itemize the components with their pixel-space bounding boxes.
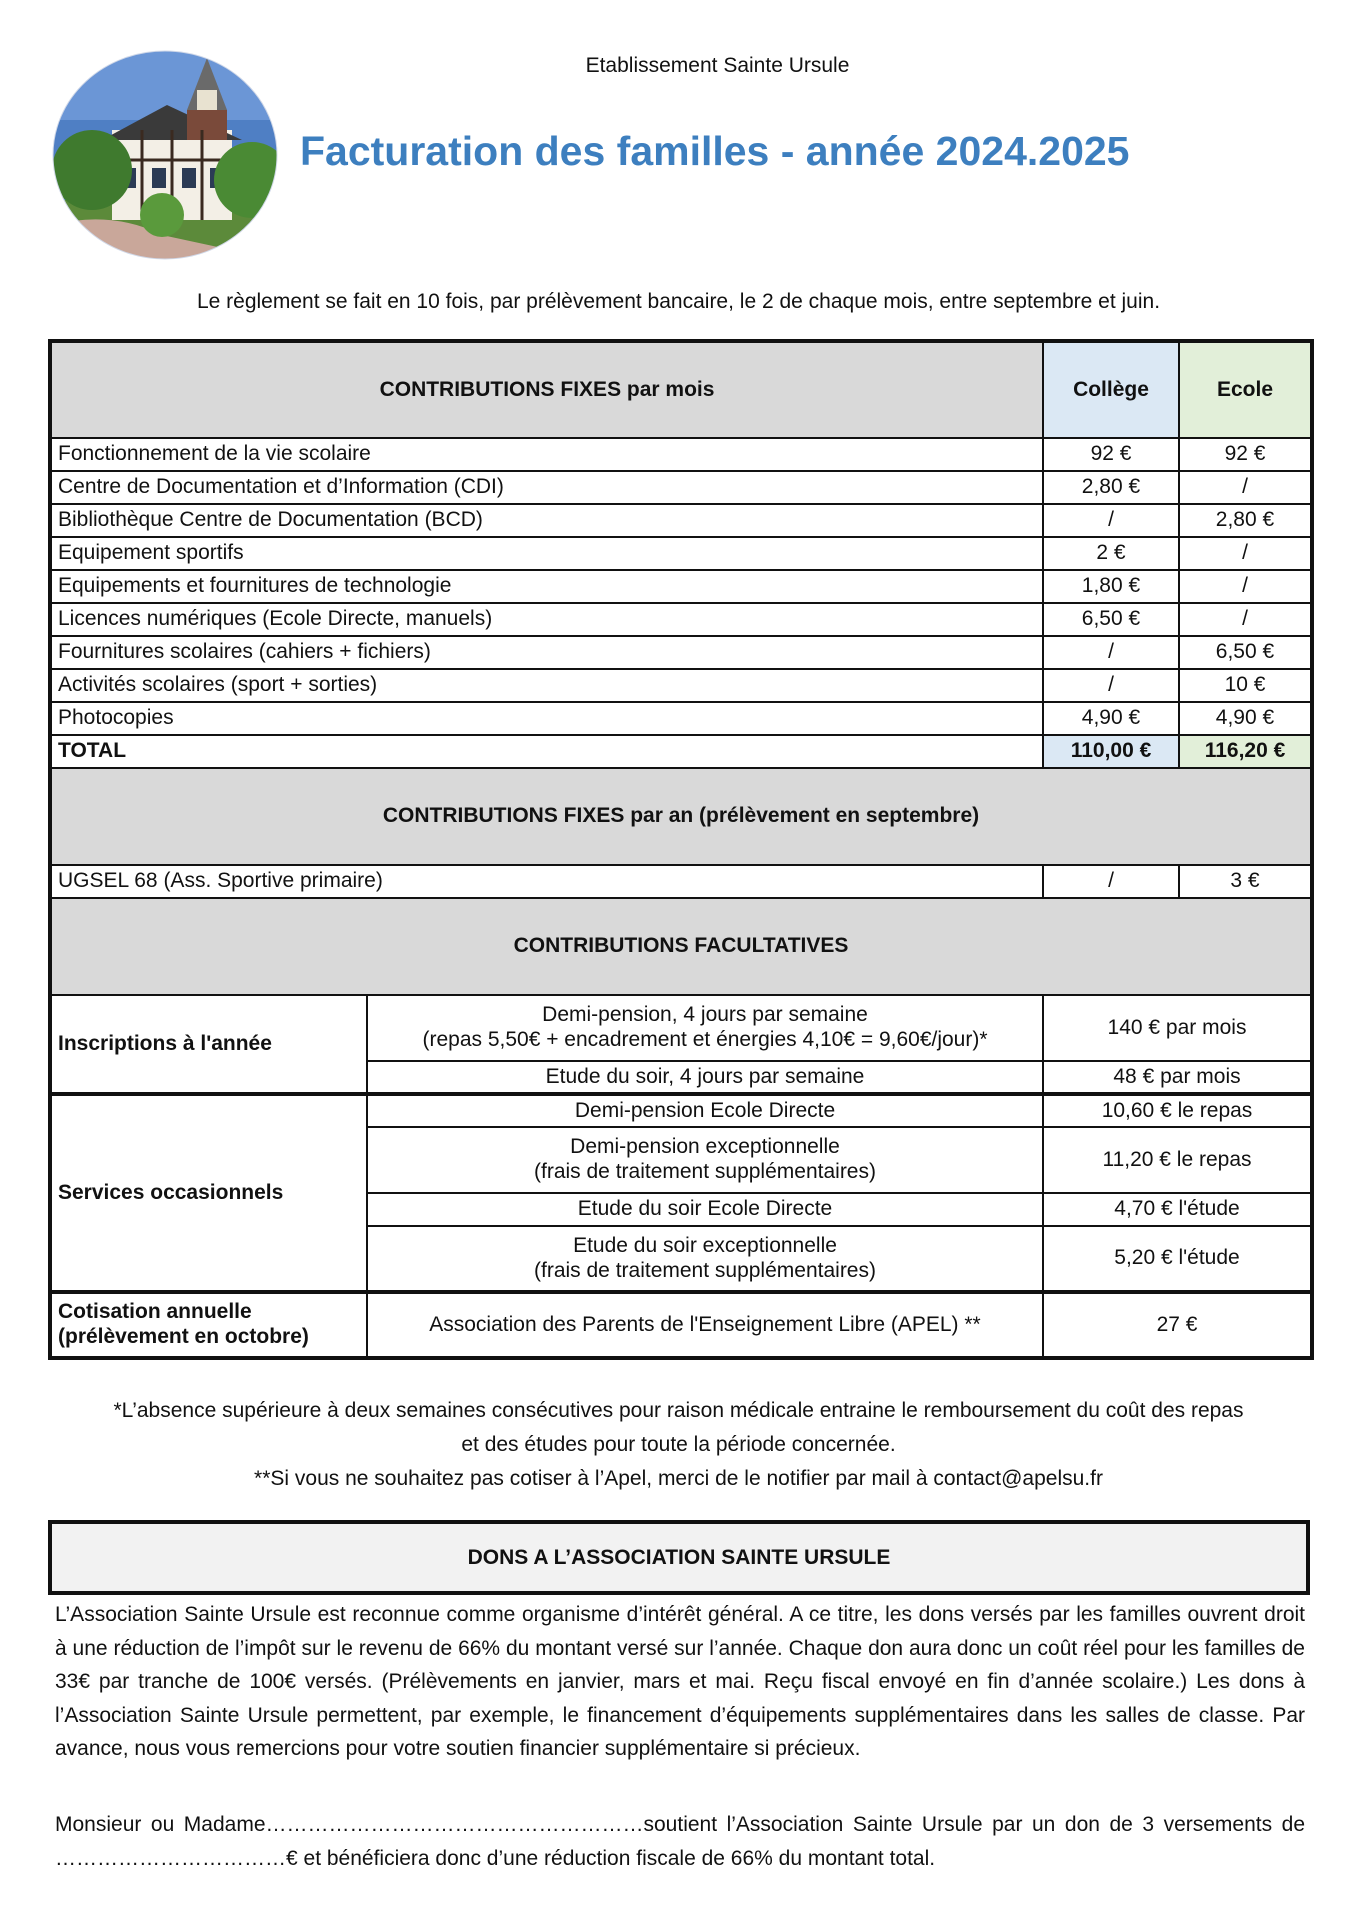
row-label: UGSEL 68 (Ass. Sportive primaire) bbox=[50, 865, 1043, 898]
row-label: Fournitures scolaires (cahiers + fichiers) bbox=[50, 636, 1043, 669]
table-row bbox=[50, 865, 1312, 898]
dp-ed-price: 10,60 € le repas bbox=[1043, 1094, 1312, 1127]
college-value: 92 € bbox=[1043, 438, 1179, 471]
footnote-1-line2: et des études pour toute la période concernée. bbox=[461, 1433, 896, 1456]
row-label: Equipements et fournitures de technologie bbox=[50, 570, 1043, 603]
demi-pension-line2: (repas 5,50€ + encadrement et énergies 4,10€ = 9,60€/jour)* bbox=[422, 1028, 988, 1051]
total-college: 110,00 € bbox=[1043, 735, 1179, 768]
table-row bbox=[50, 669, 1312, 702]
es-exc-line1: Etude du soir exceptionnelle bbox=[573, 1233, 837, 1257]
school-logo bbox=[52, 50, 278, 260]
ecole-column-header: Ecole bbox=[1179, 341, 1312, 438]
row-label: Fonctionnement de la vie scolaire bbox=[50, 438, 1043, 471]
cotisation-label bbox=[50, 1292, 367, 1358]
ecole-value: 4,90 € bbox=[1179, 702, 1312, 735]
row-label: Equipement sportifs bbox=[50, 537, 1043, 570]
total-row bbox=[50, 735, 1312, 768]
contributions-table bbox=[48, 339, 1314, 1360]
table-row bbox=[50, 537, 1312, 570]
demi-pension-line1: Demi-pension, 4 jours par semaine bbox=[542, 1003, 868, 1027]
row-label: Photocopies bbox=[50, 702, 1043, 735]
ecole-value: / bbox=[1179, 471, 1312, 504]
table-row bbox=[50, 471, 1312, 504]
table-row bbox=[50, 438, 1312, 471]
ecole-value: 2,80 € bbox=[1179, 504, 1312, 537]
es-exc-price: 5,20 € l'étude bbox=[1043, 1226, 1312, 1292]
college-value: 1,80 € bbox=[1043, 570, 1179, 603]
apel-price: 27 € bbox=[1043, 1292, 1312, 1358]
row-label: Licences numériques (Ecole Directe, manuels) bbox=[50, 603, 1043, 636]
es-exc-line2: (frais de traitement supplémentaires) bbox=[534, 1258, 876, 1282]
footnote-1-line1: *L’absence supérieure à deux semaines consécutives pour raison médicale entraine le remboursement du coût des repas bbox=[113, 1399, 1244, 1422]
dp-exc-desc bbox=[367, 1127, 1043, 1193]
college-value: / bbox=[1043, 865, 1179, 898]
apel-desc: Association des Parents de l'Enseignement Libre (APEL) ** bbox=[367, 1292, 1043, 1358]
ecole-value: 92 € bbox=[1179, 438, 1312, 471]
ecole-value: / bbox=[1179, 570, 1312, 603]
ecole-value: / bbox=[1179, 537, 1312, 570]
etude-price: 48 € par mois bbox=[1043, 1061, 1312, 1094]
table-row bbox=[50, 603, 1312, 636]
dp-exc-line1: Demi-pension exceptionnelle bbox=[570, 1135, 840, 1159]
inscriptions-label: Inscriptions à l'année bbox=[50, 995, 367, 1094]
table-row bbox=[50, 504, 1312, 537]
college-value: 4,90 € bbox=[1043, 702, 1179, 735]
college-value: / bbox=[1043, 504, 1179, 537]
es-ed-desc: Etude du soir Ecole Directe bbox=[367, 1193, 1043, 1226]
monthly-heading: CONTRIBUTIONS FIXES par mois bbox=[50, 341, 1043, 438]
footnote-2: **Si vous ne souhaitez pas cotiser à l’Apel, merci de le notifier par mail à contact@apelsu.fr bbox=[254, 1467, 1103, 1490]
dons-heading: DONS A L’ASSOCIATION SAINTE URSULE bbox=[48, 1520, 1310, 1595]
dp-exc-line2: (frais de traitement supplémentaires) bbox=[534, 1160, 876, 1183]
ecole-value: 6,50 € bbox=[1179, 636, 1312, 669]
ecole-value: 3 € bbox=[1179, 865, 1312, 898]
ecole-value: 10 € bbox=[1179, 669, 1312, 702]
demi-pension-desc bbox=[367, 995, 1043, 1061]
pledge-form-text: Monsieur ou Madame………………………………………………soutient l’Association Sainte Ursule par un don de 3 versements de ……………………………€ et bénéficiera donc d’une réduction fiscale de 66% du montant total. bbox=[55, 1813, 1305, 1870]
es-ed-price: 4,70 € l'étude bbox=[1043, 1193, 1312, 1226]
services-label: Services occasionnels bbox=[50, 1094, 367, 1292]
cotisation-line1: Cotisation annuelle bbox=[58, 1300, 252, 1324]
optional-heading: CONTRIBUTIONS FACULTATIVES bbox=[50, 898, 1312, 995]
college-value: / bbox=[1043, 669, 1179, 702]
total-label: TOTAL bbox=[50, 735, 1043, 768]
college-value: 6,50 € bbox=[1043, 603, 1179, 636]
row-label: Activités scolaires (sport + sorties) bbox=[50, 669, 1043, 702]
dp-exc-price: 11,20 € le repas bbox=[1043, 1127, 1312, 1193]
college-column-header: Collège bbox=[1043, 341, 1179, 438]
payment-intro: Le règlement se fait en 10 fois, par prélèvement bancaire, le 2 de chaque mois, entre septembre et juin. bbox=[196, 290, 1161, 313]
dp-ed-desc: Demi-pension Ecole Directe bbox=[367, 1094, 1043, 1127]
row-label: Bibliothèque Centre de Documentation (BCD) bbox=[50, 504, 1043, 537]
page-title: Facturation des familles - année 2024.2025 bbox=[300, 128, 1130, 174]
total-ecole: 116,20 € bbox=[1179, 735, 1312, 768]
college-value: 2,80 € bbox=[1043, 471, 1179, 504]
dons-paragraph: L’Association Sainte Ursule est reconnue comme organisme d’intérêt général. A ce titre, les dons versés par les familles ouvrent droit à une réduction de l’impôt sur le revenu de 66% du montant versé sur l’année. Chaque don aura donc un coût réel pour les familles de 33€ par tranche de 100€ versés. (Prélèvements en janvier, mars et mai. Reçu fiscal envoyé en fin d’année scolaire.) Les dons à l’Association Sainte Ursule permettent, par exemple, le financement d’équipements supplémentaires dans les salles de classe. Par avance, nous vous remercions pour votre soutien financier supplémentaire si précieux. bbox=[55, 1603, 1305, 1760]
etude-desc: Etude du soir, 4 jours par semaine bbox=[367, 1061, 1043, 1094]
table-row bbox=[50, 636, 1312, 669]
college-value: 2 € bbox=[1043, 537, 1179, 570]
table-row bbox=[50, 570, 1312, 603]
row-label: Centre de Documentation et d’Information (CDI) bbox=[50, 471, 1043, 504]
college-value: / bbox=[1043, 636, 1179, 669]
school-name: Etablissement Sainte Ursule bbox=[585, 54, 850, 77]
ecole-value: / bbox=[1179, 603, 1312, 636]
yearly-heading: CONTRIBUTIONS FIXES par an (prélèvement en septembre) bbox=[50, 768, 1312, 865]
es-exc-desc bbox=[367, 1226, 1043, 1292]
table-row bbox=[50, 702, 1312, 735]
cotisation-line2: (prélèvement en octobre) bbox=[58, 1325, 309, 1348]
footnotes bbox=[0, 1394, 1357, 1496]
demi-pension-price: 140 € par mois bbox=[1043, 995, 1312, 1061]
